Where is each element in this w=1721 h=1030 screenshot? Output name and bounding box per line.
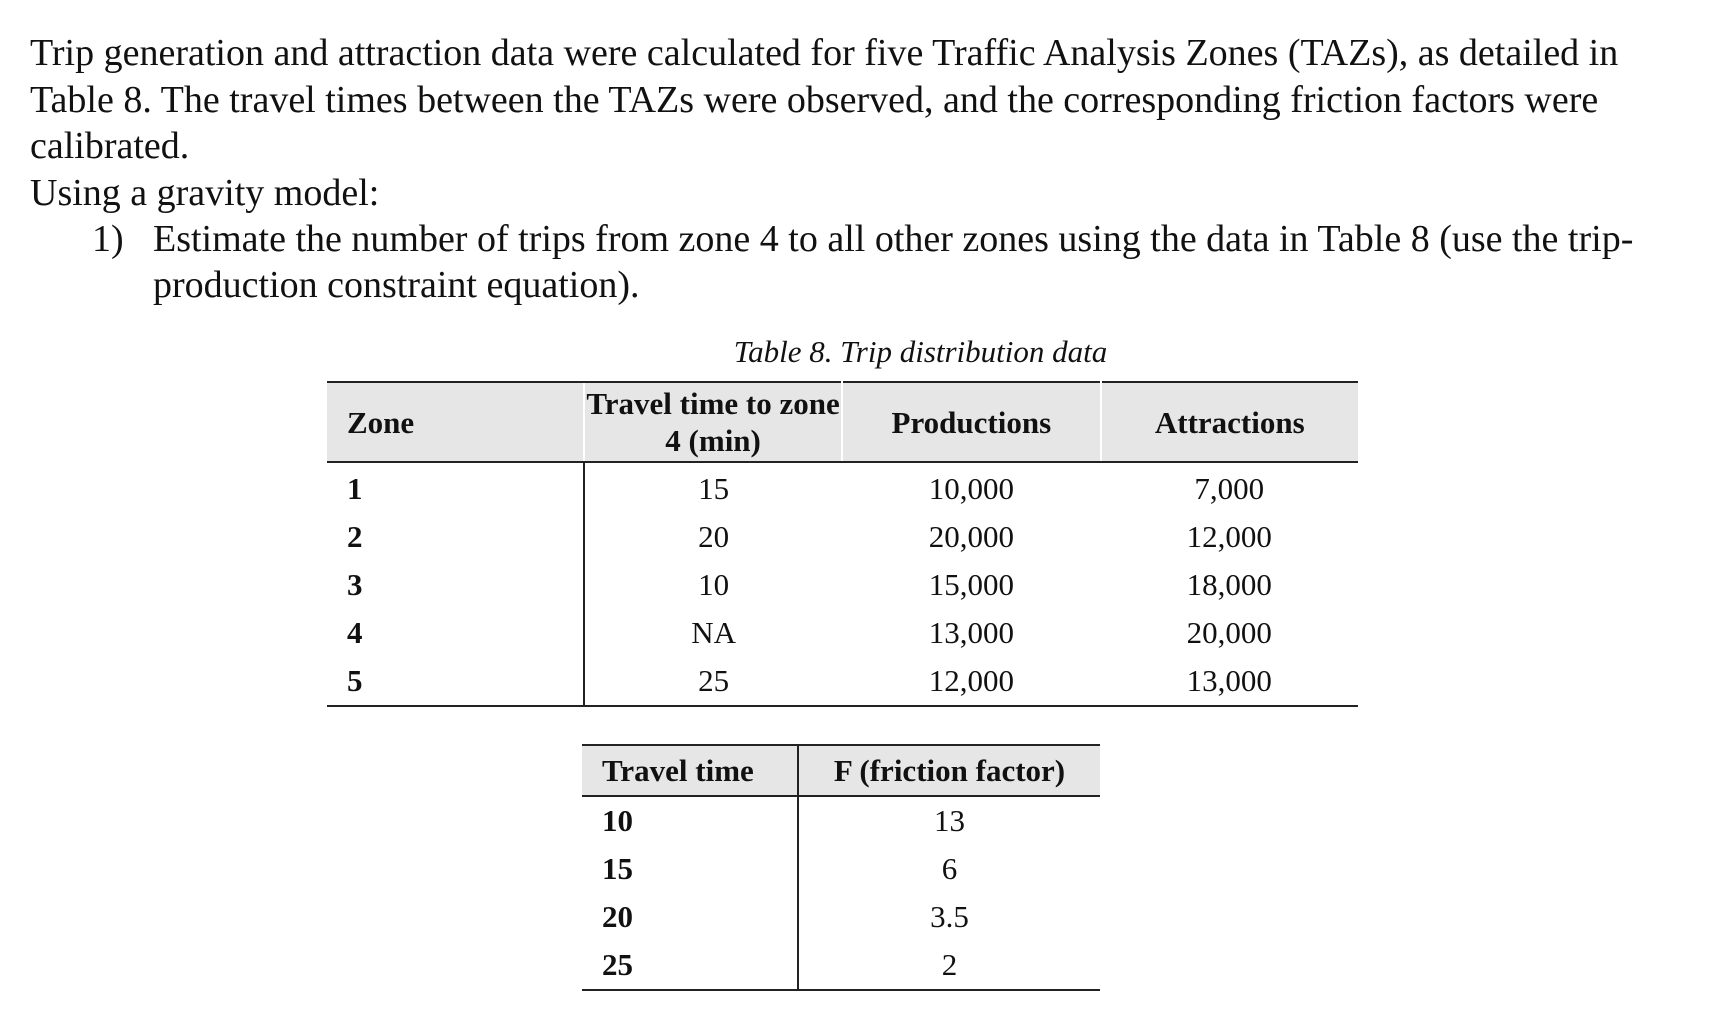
- table-row: [582, 796, 1100, 845]
- table-header-row: [327, 382, 1358, 462]
- friction-factor-table: [582, 744, 1100, 991]
- table-caption: Table 8. Trip distribution data: [733, 334, 1108, 369]
- cell-travel-time: 25: [584, 657, 842, 706]
- table-row: [327, 561, 1358, 609]
- table-row: [327, 513, 1358, 561]
- cell-attractions: 12,000: [1186, 519, 1272, 554]
- table-row: [327, 462, 1358, 513]
- cell-travel-time: 15: [582, 845, 798, 893]
- cell-travel-time: 10: [582, 796, 798, 845]
- cell-productions: 10,000: [928, 471, 1014, 506]
- cell-friction-factor: 6: [941, 851, 958, 886]
- header-friction-factor: F (friction factor): [798, 745, 1100, 796]
- question-text: Estimate the number of trips from zone 4 to all other zones using the data in Table 8 (use the trip-production constraint equation).: [153, 218, 1634, 306]
- header-attractions: Attractions: [1101, 382, 1358, 462]
- header-travel-time: Travel time to zone 4 (min): [584, 382, 842, 462]
- cell-attractions: 13,000: [1101, 657, 1358, 706]
- cell-zone: 3: [327, 561, 584, 609]
- table-row: [582, 941, 1100, 990]
- cell-attractions: 7,000: [1194, 471, 1265, 506]
- cell-friction-factor: 3.5: [930, 899, 969, 934]
- intro-paragraph: Trip generation and attraction data were calculated for five Traffic Analysis Zones (TAZs), as detailed in Table 8. The travel times between the TAZs were observed, and the corresponding friction factors were calibrated.: [30, 32, 1619, 167]
- header-zone: Zone: [327, 382, 584, 462]
- question-1: [92, 216, 1673, 308]
- document-body: [30, 30, 1690, 308]
- cell-attractions: 18,000: [1186, 567, 1272, 602]
- cell-friction-factor: 13: [934, 803, 965, 838]
- table-row: [327, 609, 1358, 657]
- header-productions: Productions: [842, 382, 1100, 462]
- cell-travel-time: 15: [698, 471, 730, 506]
- cell-productions: 15,000: [928, 567, 1014, 602]
- cell-zone: 1: [327, 462, 584, 513]
- table-row: [582, 845, 1100, 893]
- cell-travel-time: 10: [698, 567, 730, 602]
- cell-zone: 2: [327, 513, 584, 561]
- cell-productions: 20,000: [928, 519, 1014, 554]
- table-row: [327, 657, 1358, 706]
- cell-productions: 13,000: [928, 615, 1014, 650]
- table-header-row: [582, 745, 1100, 796]
- cell-travel-time: NA: [691, 615, 736, 650]
- table-row: [582, 893, 1100, 941]
- cell-productions: 12,000: [842, 657, 1100, 706]
- cell-friction-factor: 2: [798, 941, 1100, 990]
- cell-travel-time: 20: [698, 519, 730, 554]
- cell-zone: 4: [327, 609, 584, 657]
- cell-travel-time: 20: [582, 893, 798, 941]
- question-number: 1): [92, 218, 124, 260]
- cell-zone: 5: [327, 657, 584, 706]
- cell-attractions: 20,000: [1186, 615, 1272, 650]
- model-instruction: Using a gravity model:: [30, 171, 380, 214]
- trip-distribution-table: [327, 381, 1358, 707]
- header-travel-time: Travel time: [582, 745, 798, 796]
- cell-travel-time: 25: [582, 941, 798, 990]
